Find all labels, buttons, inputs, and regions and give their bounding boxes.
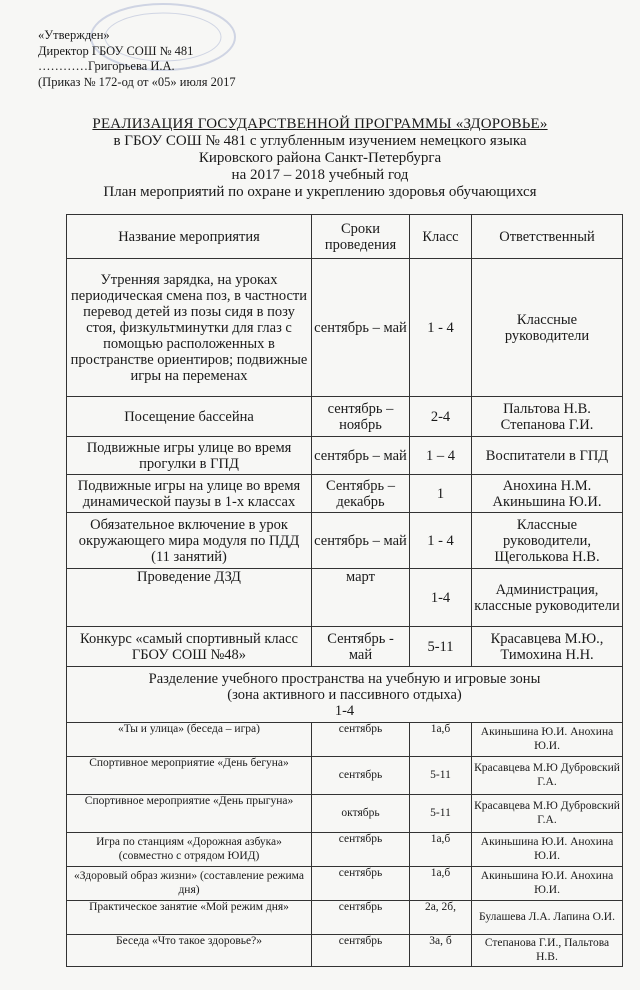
- cell-responsible: Пальтова Н.В. Степанова Г.И.: [472, 397, 623, 437]
- cell-grade: 5-11: [410, 757, 472, 795]
- table-row: [67, 475, 623, 513]
- cell-name: Обязательное включение в урок окружающего мира модуля по ПДД (11 занятий): [67, 513, 312, 569]
- cell-grade: 1 - 4: [410, 259, 472, 397]
- approval-line-approved: «Утвержден»: [38, 28, 110, 42]
- heading-plan: План мероприятий по охране и укреплению здоровья обучающихся: [103, 184, 537, 200]
- cell-responsible: Воспитатели в ГПД: [472, 437, 623, 475]
- cell-grade: 1-4: [410, 569, 472, 627]
- cell-responsible: Красавцева М.Ю., Тимохина Н.Н.: [472, 627, 623, 667]
- cell-dates: сентябрь – ноябрь: [312, 397, 410, 437]
- cell-grade: 1 – 4: [410, 437, 472, 475]
- cell-dates: сентябрь: [312, 935, 410, 967]
- table-row: [67, 901, 623, 935]
- cell-name: Подвижные игры на улице во время динамической паузы в 1-х классах: [67, 475, 312, 513]
- heading-school: в ГБОУ СОШ № 481 с углубленным изучением немецкого языка: [113, 133, 527, 149]
- cell-grade: 3а, б: [410, 935, 472, 967]
- cell-name: «Здоровый образ жизни» (составление режима дня): [67, 867, 312, 901]
- cell-grade: 1 - 4: [410, 513, 472, 569]
- table-row: [67, 397, 623, 437]
- cell-responsible: Красавцева М.Ю Дубровский Г.А.: [472, 757, 623, 795]
- table-header-row: [67, 215, 623, 259]
- cell-responsible: Анохина Н.М. Акиньшина Ю.И.: [472, 475, 623, 513]
- cell-dates: сентябрь – май: [312, 259, 410, 397]
- cell-name: Конкурс «самый спортивный класс ГБОУ СОШ №48»: [67, 627, 312, 667]
- cell-responsible: Акиньшина Ю.И. Анохина Ю.И.: [472, 723, 623, 757]
- approval-block: [38, 28, 236, 90]
- cell-dates: Сентябрь - май: [312, 627, 410, 667]
- cell-responsible: Булашева Л.А. Лапина О.И.: [472, 901, 623, 935]
- cell-responsible: Акиньшина Ю.И. Анохина Ю.И.: [472, 867, 623, 901]
- table-row: [67, 795, 623, 833]
- cell-name: Проведение ДЗД: [67, 569, 312, 627]
- cell-dates: март: [312, 569, 410, 627]
- table-row: [67, 867, 623, 901]
- cell-dates: сентябрь: [312, 723, 410, 757]
- cell-name: Практическое занятие «Мой режим дня»: [67, 901, 312, 935]
- cell-grade: 1а,б: [410, 723, 472, 757]
- cell-dates: сентябрь – май: [312, 437, 410, 475]
- section-row: [67, 667, 623, 723]
- approval-line-order: (Приказ № 172-од от «05» июля 2017: [38, 74, 236, 89]
- document-heading: [0, 116, 640, 201]
- table-row: [67, 723, 623, 757]
- header-grade: Класс: [410, 215, 472, 259]
- cell-dates: сентябрь: [312, 867, 410, 901]
- cell-responsible: Классные руководители, Щеголькова Н.В.: [472, 513, 623, 569]
- cell-grade: 1а,б: [410, 867, 472, 901]
- cell-grade: 5-11: [410, 795, 472, 833]
- cell-grade: 1: [410, 475, 472, 513]
- cell-name: Утренняя зарядка, на уроках периодическая смена поз, в частности перевод детей из позы сидя в позу стоя, физкультминутки для глаз с помощью расположенных в пространстве ориентиров; подвижные игры на переменах: [67, 259, 312, 397]
- cell-dates: сентябрь – май: [312, 513, 410, 569]
- cell-name: Подвижные игры улице во время прогулки в ГПД: [67, 437, 312, 475]
- cell-responsible: Степанова Г.И., Пальтова Н.В.: [472, 935, 623, 967]
- header-responsible: Ответственный: [472, 215, 623, 259]
- section-line-3: 1-4: [334, 702, 355, 719]
- cell-name: Игра по станциям «Дорожная азбука» (совместно с отрядом ЮИД): [67, 833, 312, 867]
- cell-name: Посещение бассейна: [67, 397, 312, 437]
- table-row: [67, 437, 623, 475]
- cell-grade: 1а,б: [410, 833, 472, 867]
- table-row: [67, 569, 623, 627]
- table-row: [67, 757, 623, 795]
- table-row: [67, 935, 623, 967]
- cell-responsible: Администрация, классные руководители: [472, 569, 623, 627]
- header-name: Название мероприятия: [67, 215, 312, 259]
- table-row: [67, 513, 623, 569]
- heading-district: Кировского района Санкт-Петербурга: [198, 150, 442, 166]
- cell-dates: сентябрь: [312, 757, 410, 795]
- cell-name: Беседа «Что такое здоровье?»: [67, 935, 312, 967]
- section-line-2: (зона активного и пассивного отдыха): [227, 686, 462, 703]
- cell-dates: сентябрь: [312, 833, 410, 867]
- cell-dates: Сентябрь – декабрь: [312, 475, 410, 513]
- cell-name: Спортивное мероприятие «День прыгуна»: [67, 795, 312, 833]
- cell-responsible: Акиньшина Ю.И. Анохина Ю.И.: [472, 833, 623, 867]
- section-cell: [67, 667, 623, 723]
- cell-grade: 5-11: [410, 627, 472, 667]
- header-dates: Сроки проведения: [312, 215, 410, 259]
- cell-name: «Ты и улица» (беседа – игра): [67, 723, 312, 757]
- cell-responsible: Красавцева М.Ю Дубровский Г.А.: [472, 795, 623, 833]
- approval-line-director: Директор ГБОУ СОШ № 481: [38, 43, 194, 58]
- cell-name: Спортивное мероприятие «День бегуна»: [67, 757, 312, 795]
- approval-line-signature: …………Григорьева И.А.: [38, 59, 175, 73]
- section-line-1: Разделение учебного пространства на учебную и игровые зоны: [148, 670, 541, 687]
- heading-year: на 2017 – 2018 учебный год: [231, 167, 409, 183]
- cell-grade: 2-4: [410, 397, 472, 437]
- table-row: [67, 627, 623, 667]
- cell-responsible: Классные руководители: [472, 259, 623, 397]
- events-table: [66, 214, 623, 967]
- table-row: [67, 259, 623, 397]
- cell-grade: 2а, 2б,: [410, 901, 472, 935]
- table-row: [67, 833, 623, 867]
- cell-dates: октябрь: [312, 795, 410, 833]
- document-title: РЕАЛИЗАЦИЯ ГОСУДАРСТВЕННОЙ ПРОГРАММЫ «ЗДОРОВЬЕ»: [92, 116, 548, 132]
- cell-dates: сентябрь: [312, 901, 410, 935]
